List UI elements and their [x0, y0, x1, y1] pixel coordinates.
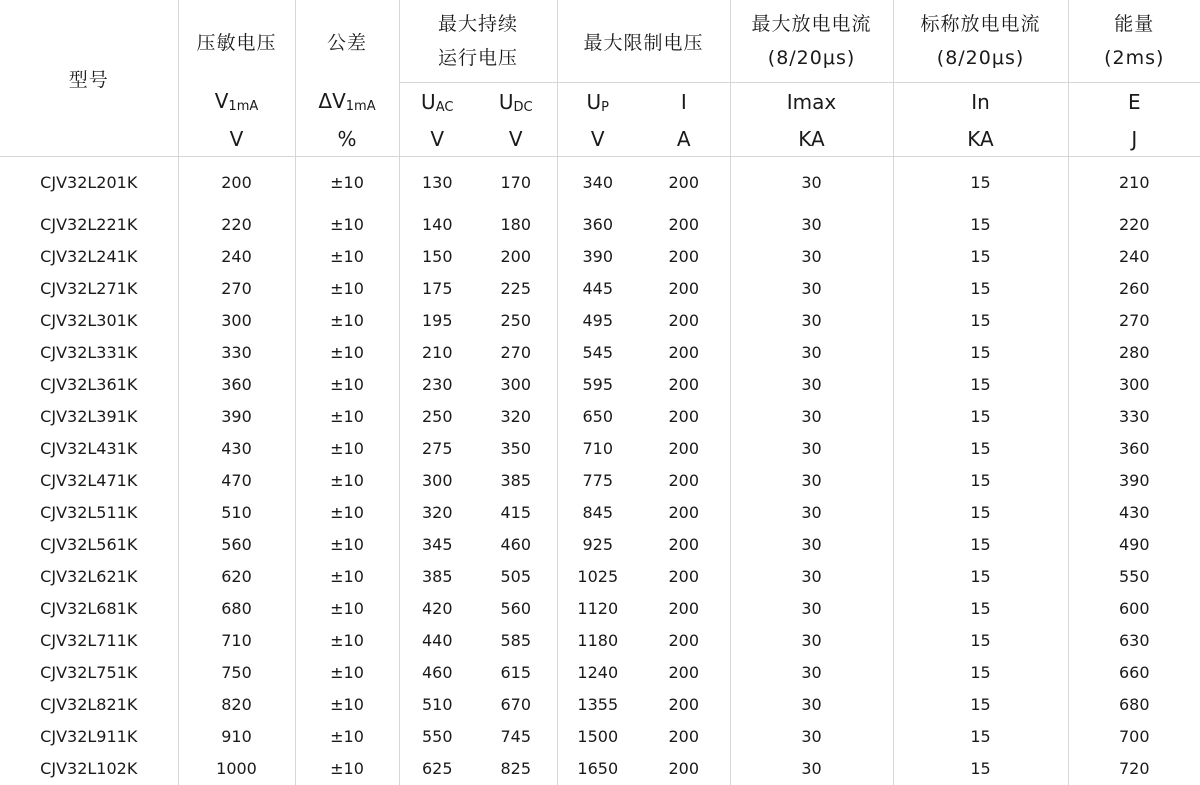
cell-tolerance: ±10 [295, 561, 399, 593]
unit-imax [730, 121, 893, 157]
cell-uac: 175 [399, 273, 475, 305]
cell-imax: 30 [730, 657, 893, 689]
cell-imax: 30 [730, 241, 893, 273]
cell-i: 200 [638, 753, 730, 785]
cell-varistor-voltage: 560 [178, 529, 295, 561]
cell-imax: 30 [730, 497, 893, 529]
cell-energy: 220 [1068, 209, 1200, 241]
unit-e-label: J [1131, 127, 1137, 151]
cell-energy: 700 [1068, 721, 1200, 753]
cell-energy: 660 [1068, 657, 1200, 689]
cell-varistor-voltage: 1000 [178, 753, 295, 785]
cell-energy: 720 [1068, 753, 1200, 785]
symbol-uac-main: U [421, 90, 436, 114]
cell-energy: 270 [1068, 305, 1200, 337]
cell-udc: 180 [475, 209, 557, 241]
cell-in: 15 [893, 337, 1068, 369]
cell-model: CJV32L301K [0, 305, 178, 337]
cell-up: 1180 [557, 625, 638, 657]
cell-varistor-voltage: 710 [178, 625, 295, 657]
table-row [0, 657, 1200, 689]
symbol-v1ma-sub: 1mA [228, 99, 258, 114]
header-max-clamping-voltage-label: 最大限制电压 [584, 32, 704, 54]
cell-varistor-voltage: 820 [178, 689, 295, 721]
cell-uac: 230 [399, 369, 475, 401]
cell-varistor-voltage: 240 [178, 241, 295, 273]
header-nominal-discharge-current [893, 0, 1068, 83]
table-header [0, 0, 1200, 157]
cell-i: 200 [638, 465, 730, 497]
cell-uac: 300 [399, 465, 475, 497]
cell-energy: 210 [1068, 157, 1200, 210]
cell-varistor-voltage: 620 [178, 561, 295, 593]
cell-in: 15 [893, 157, 1068, 210]
cell-tolerance: ±10 [295, 593, 399, 625]
table-row [0, 157, 1200, 210]
cell-model: CJV32L241K [0, 241, 178, 273]
unit-tolerance-label: % [337, 127, 356, 151]
cell-energy: 300 [1068, 369, 1200, 401]
unit-v1ma-label: V [230, 127, 244, 151]
cell-energy: 600 [1068, 593, 1200, 625]
cell-imax: 30 [730, 753, 893, 785]
cell-model: CJV32L561K [0, 529, 178, 561]
cell-energy: 550 [1068, 561, 1200, 593]
unit-i-label: A [677, 127, 691, 151]
symbol-v1ma-main: V [215, 89, 229, 113]
cell-i: 200 [638, 157, 730, 210]
table-row [0, 401, 1200, 433]
cell-udc: 300 [475, 369, 557, 401]
cell-in: 15 [893, 465, 1068, 497]
cell-up: 495 [557, 305, 638, 337]
cell-udc: 415 [475, 497, 557, 529]
cell-uac: 140 [399, 209, 475, 241]
cell-in: 15 [893, 241, 1068, 273]
cell-udc: 320 [475, 401, 557, 433]
cell-tolerance: ±10 [295, 157, 399, 210]
cell-uac: 420 [399, 593, 475, 625]
cell-imax: 30 [730, 305, 893, 337]
cell-up: 1355 [557, 689, 638, 721]
cell-i: 200 [638, 593, 730, 625]
cell-uac: 210 [399, 337, 475, 369]
cell-imax: 30 [730, 209, 893, 241]
header-energy-line2: (2ms) [1069, 41, 1200, 75]
symbol-e-main: E [1128, 90, 1141, 114]
cell-model: CJV32L391K [0, 401, 178, 433]
cell-tolerance: ±10 [295, 497, 399, 529]
cell-imax: 30 [730, 561, 893, 593]
cell-uac: 130 [399, 157, 475, 210]
cell-in: 15 [893, 209, 1068, 241]
cell-tolerance: ±10 [295, 401, 399, 433]
cell-model: CJV32L331K [0, 337, 178, 369]
cell-i: 200 [638, 657, 730, 689]
table-row [0, 369, 1200, 401]
cell-model: CJV32L431K [0, 433, 178, 465]
cell-udc: 460 [475, 529, 557, 561]
cell-varistor-voltage: 430 [178, 433, 295, 465]
table-row [0, 305, 1200, 337]
cell-energy: 430 [1068, 497, 1200, 529]
header-max-discharge-current-line1: 最大放电电流 [731, 7, 893, 41]
cell-i: 200 [638, 241, 730, 273]
cell-imax: 30 [730, 593, 893, 625]
header-nominal-discharge-current-line2: (8/20μs) [894, 41, 1068, 75]
cell-energy: 330 [1068, 401, 1200, 433]
cell-i: 200 [638, 209, 730, 241]
cell-energy: 360 [1068, 433, 1200, 465]
cell-in: 15 [893, 369, 1068, 401]
cell-i: 200 [638, 337, 730, 369]
cell-udc: 585 [475, 625, 557, 657]
cell-udc: 385 [475, 465, 557, 497]
cell-in: 15 [893, 689, 1068, 721]
header-energy-line1: 能量 [1069, 7, 1200, 41]
header-energy [1068, 0, 1200, 83]
symbol-delta-v1ma-sub: 1mA [346, 99, 376, 114]
cell-in: 15 [893, 721, 1068, 753]
cell-varistor-voltage: 470 [178, 465, 295, 497]
header-max-continuous-voltage-line1: 最大持续 [400, 7, 557, 41]
cell-up: 845 [557, 497, 638, 529]
symbol-e [1068, 83, 1200, 122]
cell-udc: 745 [475, 721, 557, 753]
cell-tolerance: ±10 [295, 529, 399, 561]
symbol-delta-v1ma-main: ΔV [318, 89, 345, 113]
cell-varistor-voltage: 750 [178, 657, 295, 689]
table-row [0, 497, 1200, 529]
header-tolerance-label: 公差 [327, 32, 367, 54]
cell-up: 925 [557, 529, 638, 561]
cell-udc: 225 [475, 273, 557, 305]
cell-up: 545 [557, 337, 638, 369]
symbol-udc-main: U [499, 90, 514, 114]
cell-varistor-voltage: 330 [178, 337, 295, 369]
cell-tolerance: ±10 [295, 241, 399, 273]
cell-model: CJV32L911K [0, 721, 178, 753]
cell-i: 200 [638, 305, 730, 337]
cell-up: 1500 [557, 721, 638, 753]
cell-i: 200 [638, 369, 730, 401]
cell-i: 200 [638, 401, 730, 433]
cell-uac: 345 [399, 529, 475, 561]
cell-uac: 275 [399, 433, 475, 465]
cell-udc: 270 [475, 337, 557, 369]
cell-model: CJV32L821K [0, 689, 178, 721]
header-model-label: 型号 [69, 69, 109, 91]
cell-energy: 390 [1068, 465, 1200, 497]
symbol-i [638, 83, 730, 122]
cell-tolerance: ±10 [295, 433, 399, 465]
cell-model: CJV32L361K [0, 369, 178, 401]
symbol-v1ma [178, 83, 295, 122]
header-varistor-voltage-label: 压敏电压 [196, 32, 276, 54]
cell-tolerance: ±10 [295, 721, 399, 753]
cell-imax: 30 [730, 369, 893, 401]
cell-in: 15 [893, 753, 1068, 785]
cell-uac: 550 [399, 721, 475, 753]
unit-up-label: V [591, 127, 605, 151]
cell-i: 200 [638, 721, 730, 753]
cell-i: 200 [638, 561, 730, 593]
symbol-delta-v1ma [295, 83, 399, 122]
cell-uac: 250 [399, 401, 475, 433]
cell-model: CJV32L102K [0, 753, 178, 785]
unit-uac [399, 121, 475, 157]
cell-i: 200 [638, 273, 730, 305]
cell-varistor-voltage: 510 [178, 497, 295, 529]
unit-udc-label: V [509, 127, 523, 151]
cell-uac: 150 [399, 241, 475, 273]
cell-model: CJV32L711K [0, 625, 178, 657]
header-model [0, 0, 178, 157]
cell-tolerance: ±10 [295, 273, 399, 305]
cell-model: CJV32L201K [0, 157, 178, 210]
cell-uac: 460 [399, 657, 475, 689]
cell-in: 15 [893, 497, 1068, 529]
table-row [0, 721, 1200, 753]
unit-in-label: KA [967, 127, 993, 151]
cell-tolerance: ±10 [295, 753, 399, 785]
cell-udc: 670 [475, 689, 557, 721]
symbol-imax-main: Imax [787, 90, 836, 114]
cell-in: 15 [893, 273, 1068, 305]
cell-up: 360 [557, 209, 638, 241]
cell-varistor-voltage: 910 [178, 721, 295, 753]
cell-model: CJV32L621K [0, 561, 178, 593]
cell-up: 595 [557, 369, 638, 401]
cell-up: 445 [557, 273, 638, 305]
cell-uac: 320 [399, 497, 475, 529]
cell-imax: 30 [730, 625, 893, 657]
cell-udc: 560 [475, 593, 557, 625]
unit-up [557, 121, 638, 157]
cell-tolerance: ±10 [295, 657, 399, 689]
cell-up: 650 [557, 401, 638, 433]
unit-uac-label: V [430, 127, 444, 151]
cell-varistor-voltage: 220 [178, 209, 295, 241]
symbol-imax [730, 83, 893, 122]
table-row [0, 465, 1200, 497]
cell-up: 1025 [557, 561, 638, 593]
header-max-continuous-voltage-line2: 运行电压 [400, 41, 557, 75]
table-row [0, 209, 1200, 241]
cell-udc: 250 [475, 305, 557, 337]
cell-imax: 30 [730, 433, 893, 465]
cell-udc: 200 [475, 241, 557, 273]
cell-uac: 440 [399, 625, 475, 657]
table-body [0, 157, 1200, 785]
unit-i [638, 121, 730, 157]
symbol-in [893, 83, 1068, 122]
header-max-continuous-voltage [399, 0, 557, 83]
cell-varistor-voltage: 360 [178, 369, 295, 401]
cell-tolerance: ±10 [295, 305, 399, 337]
cell-model: CJV32L511K [0, 497, 178, 529]
cell-up: 710 [557, 433, 638, 465]
cell-model: CJV32L221K [0, 209, 178, 241]
cell-udc: 170 [475, 157, 557, 210]
cell-energy: 490 [1068, 529, 1200, 561]
unit-in [893, 121, 1068, 157]
cell-imax: 30 [730, 157, 893, 210]
cell-udc: 350 [475, 433, 557, 465]
table-row [0, 273, 1200, 305]
cell-i: 200 [638, 433, 730, 465]
cell-energy: 630 [1068, 625, 1200, 657]
cell-up: 775 [557, 465, 638, 497]
symbol-udc-sub: DC [514, 100, 533, 115]
cell-up: 1240 [557, 657, 638, 689]
header-max-discharge-current-line2: (8/20μs) [731, 41, 893, 75]
cell-udc: 825 [475, 753, 557, 785]
cell-imax: 30 [730, 337, 893, 369]
cell-in: 15 [893, 305, 1068, 337]
cell-varistor-voltage: 270 [178, 273, 295, 305]
table-row [0, 593, 1200, 625]
cell-energy: 280 [1068, 337, 1200, 369]
cell-varistor-voltage: 200 [178, 157, 295, 210]
symbol-udc [475, 83, 557, 122]
cell-uac: 625 [399, 753, 475, 785]
cell-i: 200 [638, 689, 730, 721]
cell-up: 390 [557, 241, 638, 273]
cell-tolerance: ±10 [295, 465, 399, 497]
cell-uac: 385 [399, 561, 475, 593]
cell-in: 15 [893, 561, 1068, 593]
symbol-in-main: In [971, 90, 990, 114]
symbol-uac [399, 83, 475, 122]
table-row [0, 753, 1200, 785]
cell-tolerance: ±10 [295, 689, 399, 721]
cell-in: 15 [893, 433, 1068, 465]
symbol-up-main: U [587, 90, 602, 114]
unit-imax-label: KA [798, 127, 824, 151]
symbol-up-sub: P [601, 100, 609, 115]
unit-e [1068, 121, 1200, 157]
cell-in: 15 [893, 401, 1068, 433]
header-max-clamping-voltage [557, 0, 730, 83]
cell-in: 15 [893, 657, 1068, 689]
cell-tolerance: ±10 [295, 209, 399, 241]
cell-tolerance: ±10 [295, 369, 399, 401]
table-row [0, 561, 1200, 593]
cell-udc: 615 [475, 657, 557, 689]
cell-varistor-voltage: 680 [178, 593, 295, 625]
cell-tolerance: ±10 [295, 337, 399, 369]
cell-varistor-voltage: 390 [178, 401, 295, 433]
symbol-uac-sub: AC [436, 100, 454, 115]
unit-udc [475, 121, 557, 157]
cell-i: 200 [638, 625, 730, 657]
cell-udc: 505 [475, 561, 557, 593]
cell-model: CJV32L471K [0, 465, 178, 497]
symbol-i-main: I [681, 90, 687, 114]
cell-in: 15 [893, 625, 1068, 657]
cell-imax: 30 [730, 689, 893, 721]
cell-imax: 30 [730, 721, 893, 753]
cell-in: 15 [893, 529, 1068, 561]
cell-imax: 30 [730, 529, 893, 561]
cell-model: CJV32L751K [0, 657, 178, 689]
header-nominal-discharge-current-line1: 标称放电电流 [894, 7, 1068, 41]
cell-imax: 30 [730, 465, 893, 497]
symbol-up [557, 83, 638, 122]
cell-uac: 510 [399, 689, 475, 721]
header-tolerance [295, 0, 399, 83]
cell-energy: 240 [1068, 241, 1200, 273]
cell-i: 200 [638, 497, 730, 529]
header-varistor-voltage [178, 0, 295, 83]
cell-imax: 30 [730, 401, 893, 433]
unit-tolerance [295, 121, 399, 157]
cell-tolerance: ±10 [295, 625, 399, 657]
cell-up: 1120 [557, 593, 638, 625]
header-max-discharge-current [730, 0, 893, 83]
unit-v1ma [178, 121, 295, 157]
cell-model: CJV32L271K [0, 273, 178, 305]
table-row [0, 529, 1200, 561]
cell-up: 340 [557, 157, 638, 210]
cell-model: CJV32L681K [0, 593, 178, 625]
cell-in: 15 [893, 593, 1068, 625]
cell-i: 200 [638, 529, 730, 561]
cell-energy: 260 [1068, 273, 1200, 305]
table-row [0, 241, 1200, 273]
table-row [0, 433, 1200, 465]
table-row [0, 689, 1200, 721]
table-row [0, 337, 1200, 369]
cell-energy: 680 [1068, 689, 1200, 721]
cell-up: 1650 [557, 753, 638, 785]
table-row [0, 625, 1200, 657]
cell-imax: 30 [730, 273, 893, 305]
cell-varistor-voltage: 300 [178, 305, 295, 337]
cell-uac: 195 [399, 305, 475, 337]
